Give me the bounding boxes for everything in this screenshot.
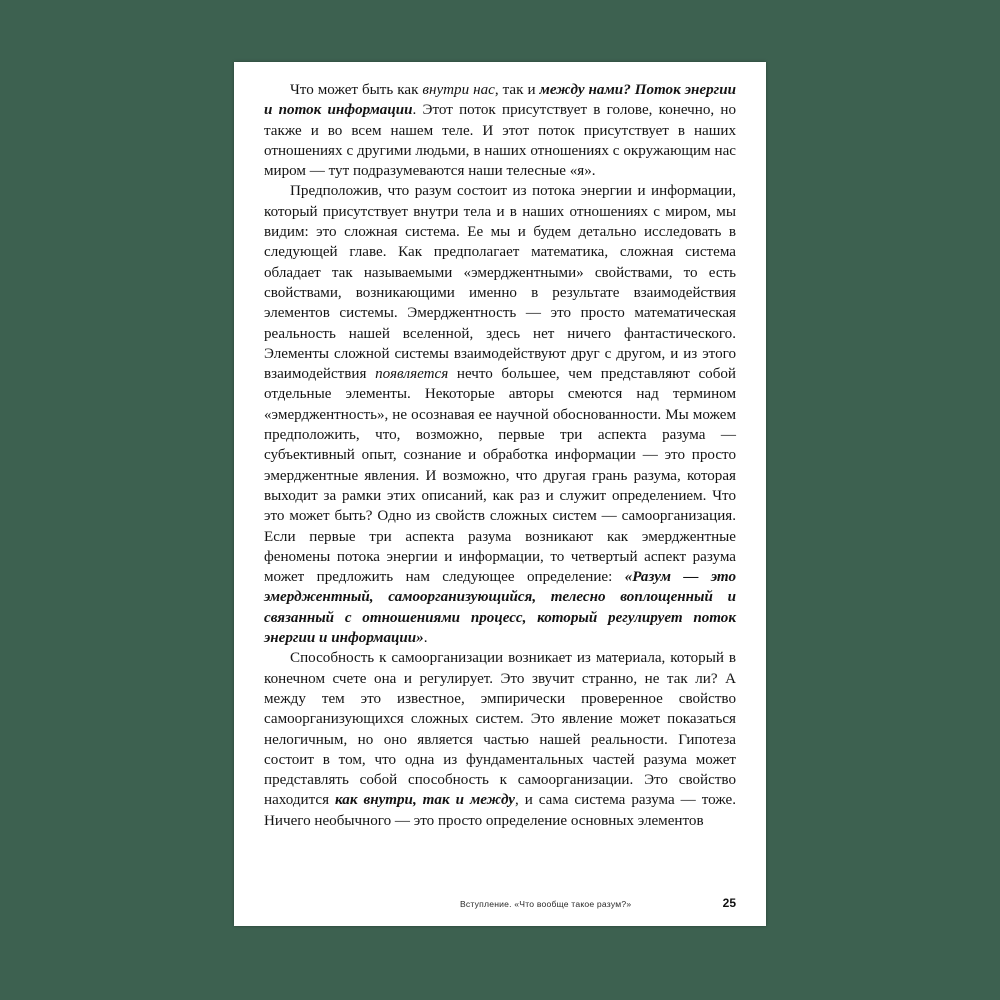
paragraph: Что может быть как внутри нас, так и между нами? Поток энергии и поток информации. Этот поток присутствует в голове, конечно, но также и во всем нашем теле. И этот поток присутствует в наших отношениях с другими людьми, в наших отношениях с окружающим нас миром — тут подразумеваются наши телесные «я». bbox=[264, 82, 736, 180]
page-footer bbox=[264, 896, 736, 910]
document-page bbox=[234, 62, 766, 926]
paragraph: Способность к самоорганизации возникает из материала, который в конечном счете она и регулирует. Это звучит странно, не так ли? А между тем это известное, эмпирически проверенное свойство самоорганизующихся сложных систем. Это явление может показаться нелогичным, но оно является частью нашей реальности. Гипотеза состоит в том, что одна из фундаментальных частей разума может представлять собой способность к самоорганизации. Это свойство находится как внутри, так и между, и сама система разума — тоже. Ничего необычного — это просто определение основных элементов bbox=[264, 650, 736, 829]
page-text-body bbox=[264, 80, 736, 831]
paragraph: Предположив, что разум состоит из потока энергии и информации, который присутствует внутри тела и в наших отношениях с миром, мы видим: это сложная система. Ее мы и будем детально исследовать в следующей главе. Как предполагает математика, сложная система обладает так называемыми «эмерджентными» свойствами, то есть свойствами, возникающими именно в результате взаимодействия элементов системы. Эмерджентность — это просто математическая реальность нашей вселенной, здесь нет ничего фантастического. Элементы сложной системы взаимодействуют друг с другом, и из этого взаимодействия появляется нечто большее, чем представляют собой отдельные элементы. Некоторые авторы смеются над термином «эмерджентность», не осознавая ее научной обоснованности. Мы можем предположить, что, возможно, первые три аспекта разума — субъективный опыт, сознание и обработка информации — это просто эмерджентные явления. И возможно, что другая грань разума, которая выходит за рамки этих описаний, как раз и служит определением. Что это может быть? Одно из свойств сложных систем — самоорганизация. Если первые три аспекта разума возникают как эмерджентные феномены потока энергии и информации, то четвертый аспект разума может предложить нам следующее определение: «Разум — это эмерджентный, самоорганизующийся, телесно воплощенный и связанный с отношениями процесс, который регулирует поток энергии и информации». bbox=[264, 183, 736, 647]
footer-caption: Вступление. «Что вообще такое разум?» bbox=[460, 899, 632, 909]
page-number: 25 bbox=[722, 896, 736, 910]
